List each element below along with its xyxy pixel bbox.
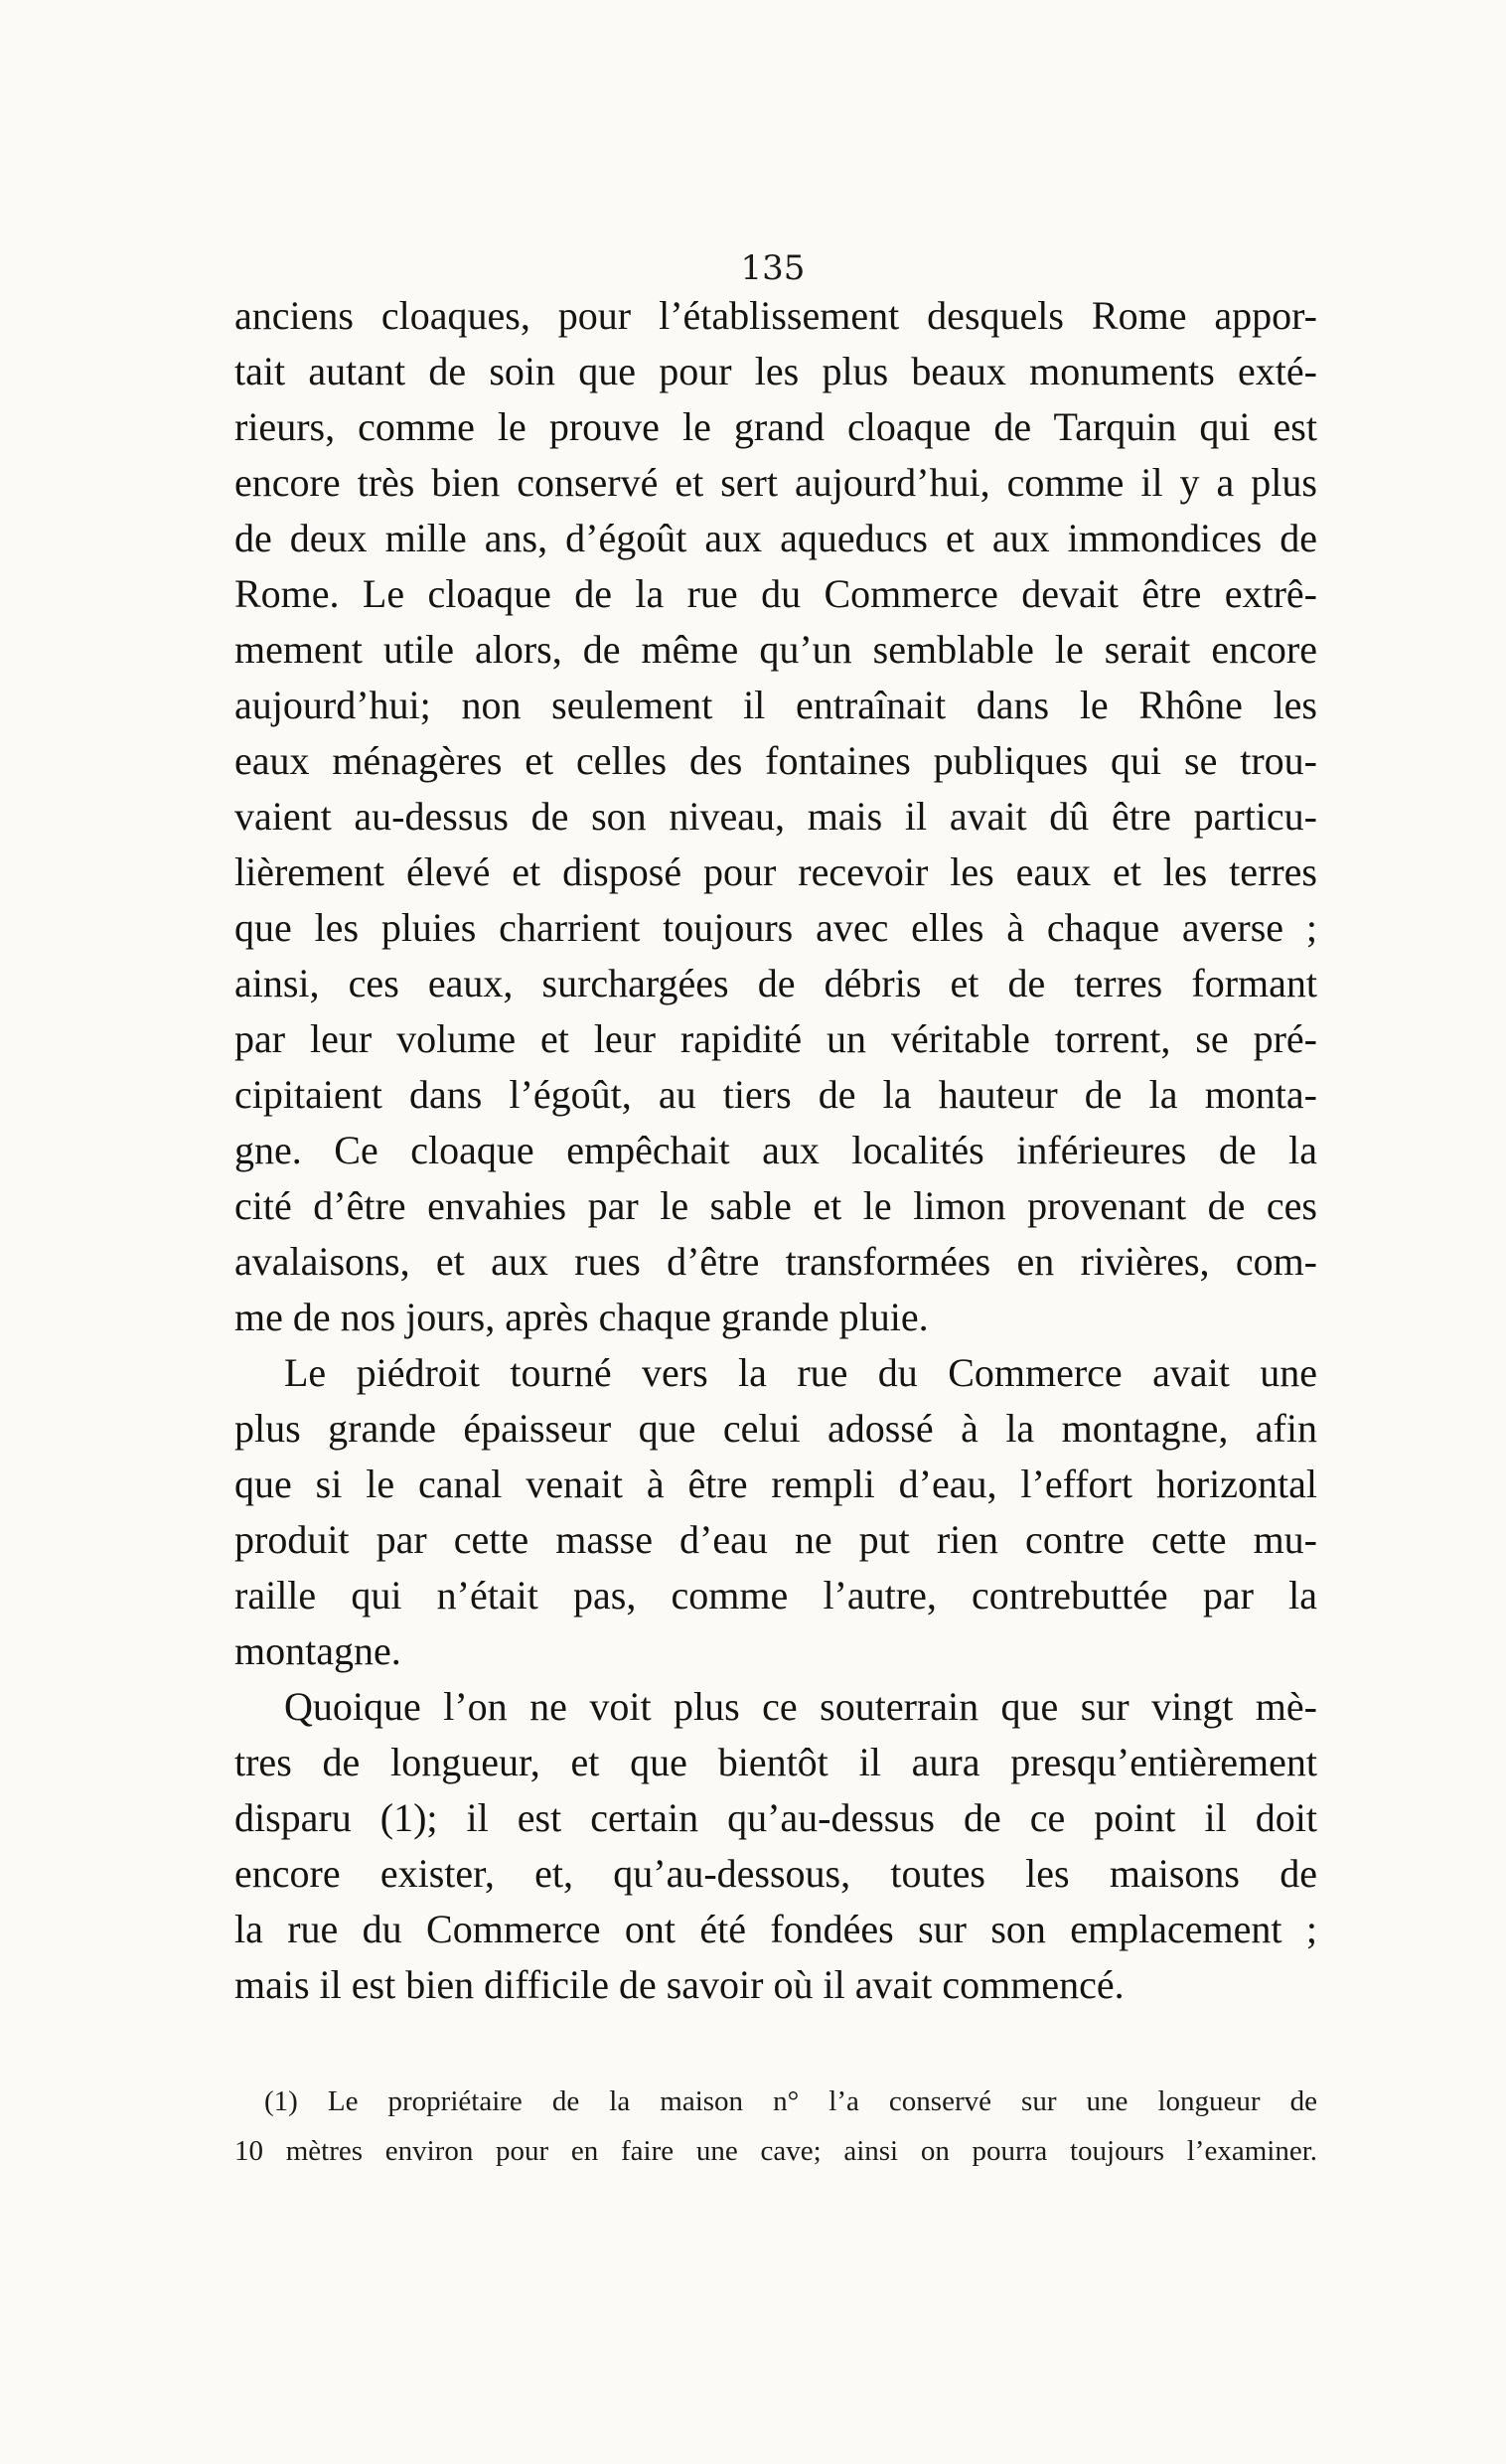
- text-line: mement utile alors, de même qu’un semblable le serait encore: [234, 627, 1317, 672]
- paragraph-1: [234, 288, 1317, 1345]
- text-line: la rue du Commerce ont été fondées sur son emplacement ;: [234, 1907, 1317, 1951]
- text-line: montagne.: [234, 1628, 401, 1673]
- text-line: cité d’être envahies par le sable et le limon provenant de ces: [234, 1183, 1317, 1228]
- text-line: tait autant de soin que pour les plus beaux monuments exté-: [234, 349, 1317, 393]
- text-line: produit par cette masse d’eau ne put rien contre cette mu-: [234, 1517, 1317, 1562]
- text-line: gne. Ce cloaque empêchait aux localités inférieures de la: [234, 1128, 1317, 1172]
- footnote-line: 10 mètres environ pour en faire une cave; ainsi on pourra toujours l’examiner.: [234, 2135, 1317, 2167]
- text-line: que les pluies charrient toujours avec elles à chaque averse ;: [234, 905, 1317, 950]
- text-line: plus grande épaisseur que celui adossé à la montagne, afin: [234, 1406, 1317, 1451]
- text-line: ainsi, ces eaux, surchargées de débris et de terres formant: [234, 961, 1317, 1005]
- body-text: [234, 288, 1317, 2013]
- paragraph-2: [234, 1345, 1317, 1679]
- text-line: lièrement élevé et disposé pour recevoir les eaux et les terres: [234, 849, 1317, 894]
- text-line: tres de longueur, et que bientôt il aura presqu’entièrement: [234, 1740, 1317, 1784]
- text-line: mais il est bien difficile de savoir où il avait commencé.: [234, 1962, 1125, 2007]
- text-line: Rome. Le cloaque de la rue du Commerce devait être extrê-: [234, 571, 1317, 616]
- text-line: me de nos jours, après chaque grande pluie.: [234, 1295, 929, 1339]
- text-line: avalaisons, et aux rues d’être transformées en rivières, com-: [234, 1239, 1317, 1284]
- footnote-line: (1) Le propriétaire de la maison n° l’a conservé sur une longueur de: [264, 2085, 1317, 2117]
- text-line: vaient au-dessus de son niveau, mais il avait dû être particu-: [234, 794, 1317, 839]
- text-line: par leur volume et leur rapidité un véritable torrent, se pré-: [234, 1016, 1317, 1061]
- text-line: rieurs, comme le prouve le grand cloaque de Tarquin qui est: [234, 404, 1317, 449]
- text-line: eaux ménagères et celles des fontaines publiques qui se trou-: [234, 738, 1317, 783]
- text-line: raille qui n’était pas, comme l’autre, contrebuttée par la: [234, 1573, 1317, 1617]
- text-line: aujourd’hui; non seulement il entraînait dans le Rhône les: [234, 683, 1317, 727]
- text-line: disparu (1); il est certain qu’au-dessus de ce point il doit: [234, 1795, 1317, 1840]
- text-line: que si le canal venait à être rempli d’eau, l’effort horizontal: [234, 1462, 1317, 1506]
- text-line: cipitaient dans l’égoût, au tiers de la hauteur de la monta-: [234, 1072, 1317, 1117]
- paragraph-3: [234, 1679, 1317, 2013]
- text-line: encore très bien conservé et sert aujourd’hui, comme il y a plus: [234, 460, 1317, 505]
- text-line: Quoique l’on ne voit plus ce souterrain que sur vingt mè-: [284, 1684, 1317, 1729]
- text-line: Le piédroit tourné vers la rue du Commerce avait une: [284, 1350, 1317, 1395]
- text-line: de deux mille ans, d’égoût aux aqueducs et aux immondices de: [234, 516, 1317, 560]
- text-line: anciens cloaques, pour l’établissement desquels Rome appor-: [234, 293, 1317, 338]
- text-line: encore exister, et, qu’au-dessous, toutes les maisons de: [234, 1851, 1317, 1896]
- footnote: [234, 2077, 1317, 2176]
- page-number: 135: [740, 248, 806, 288]
